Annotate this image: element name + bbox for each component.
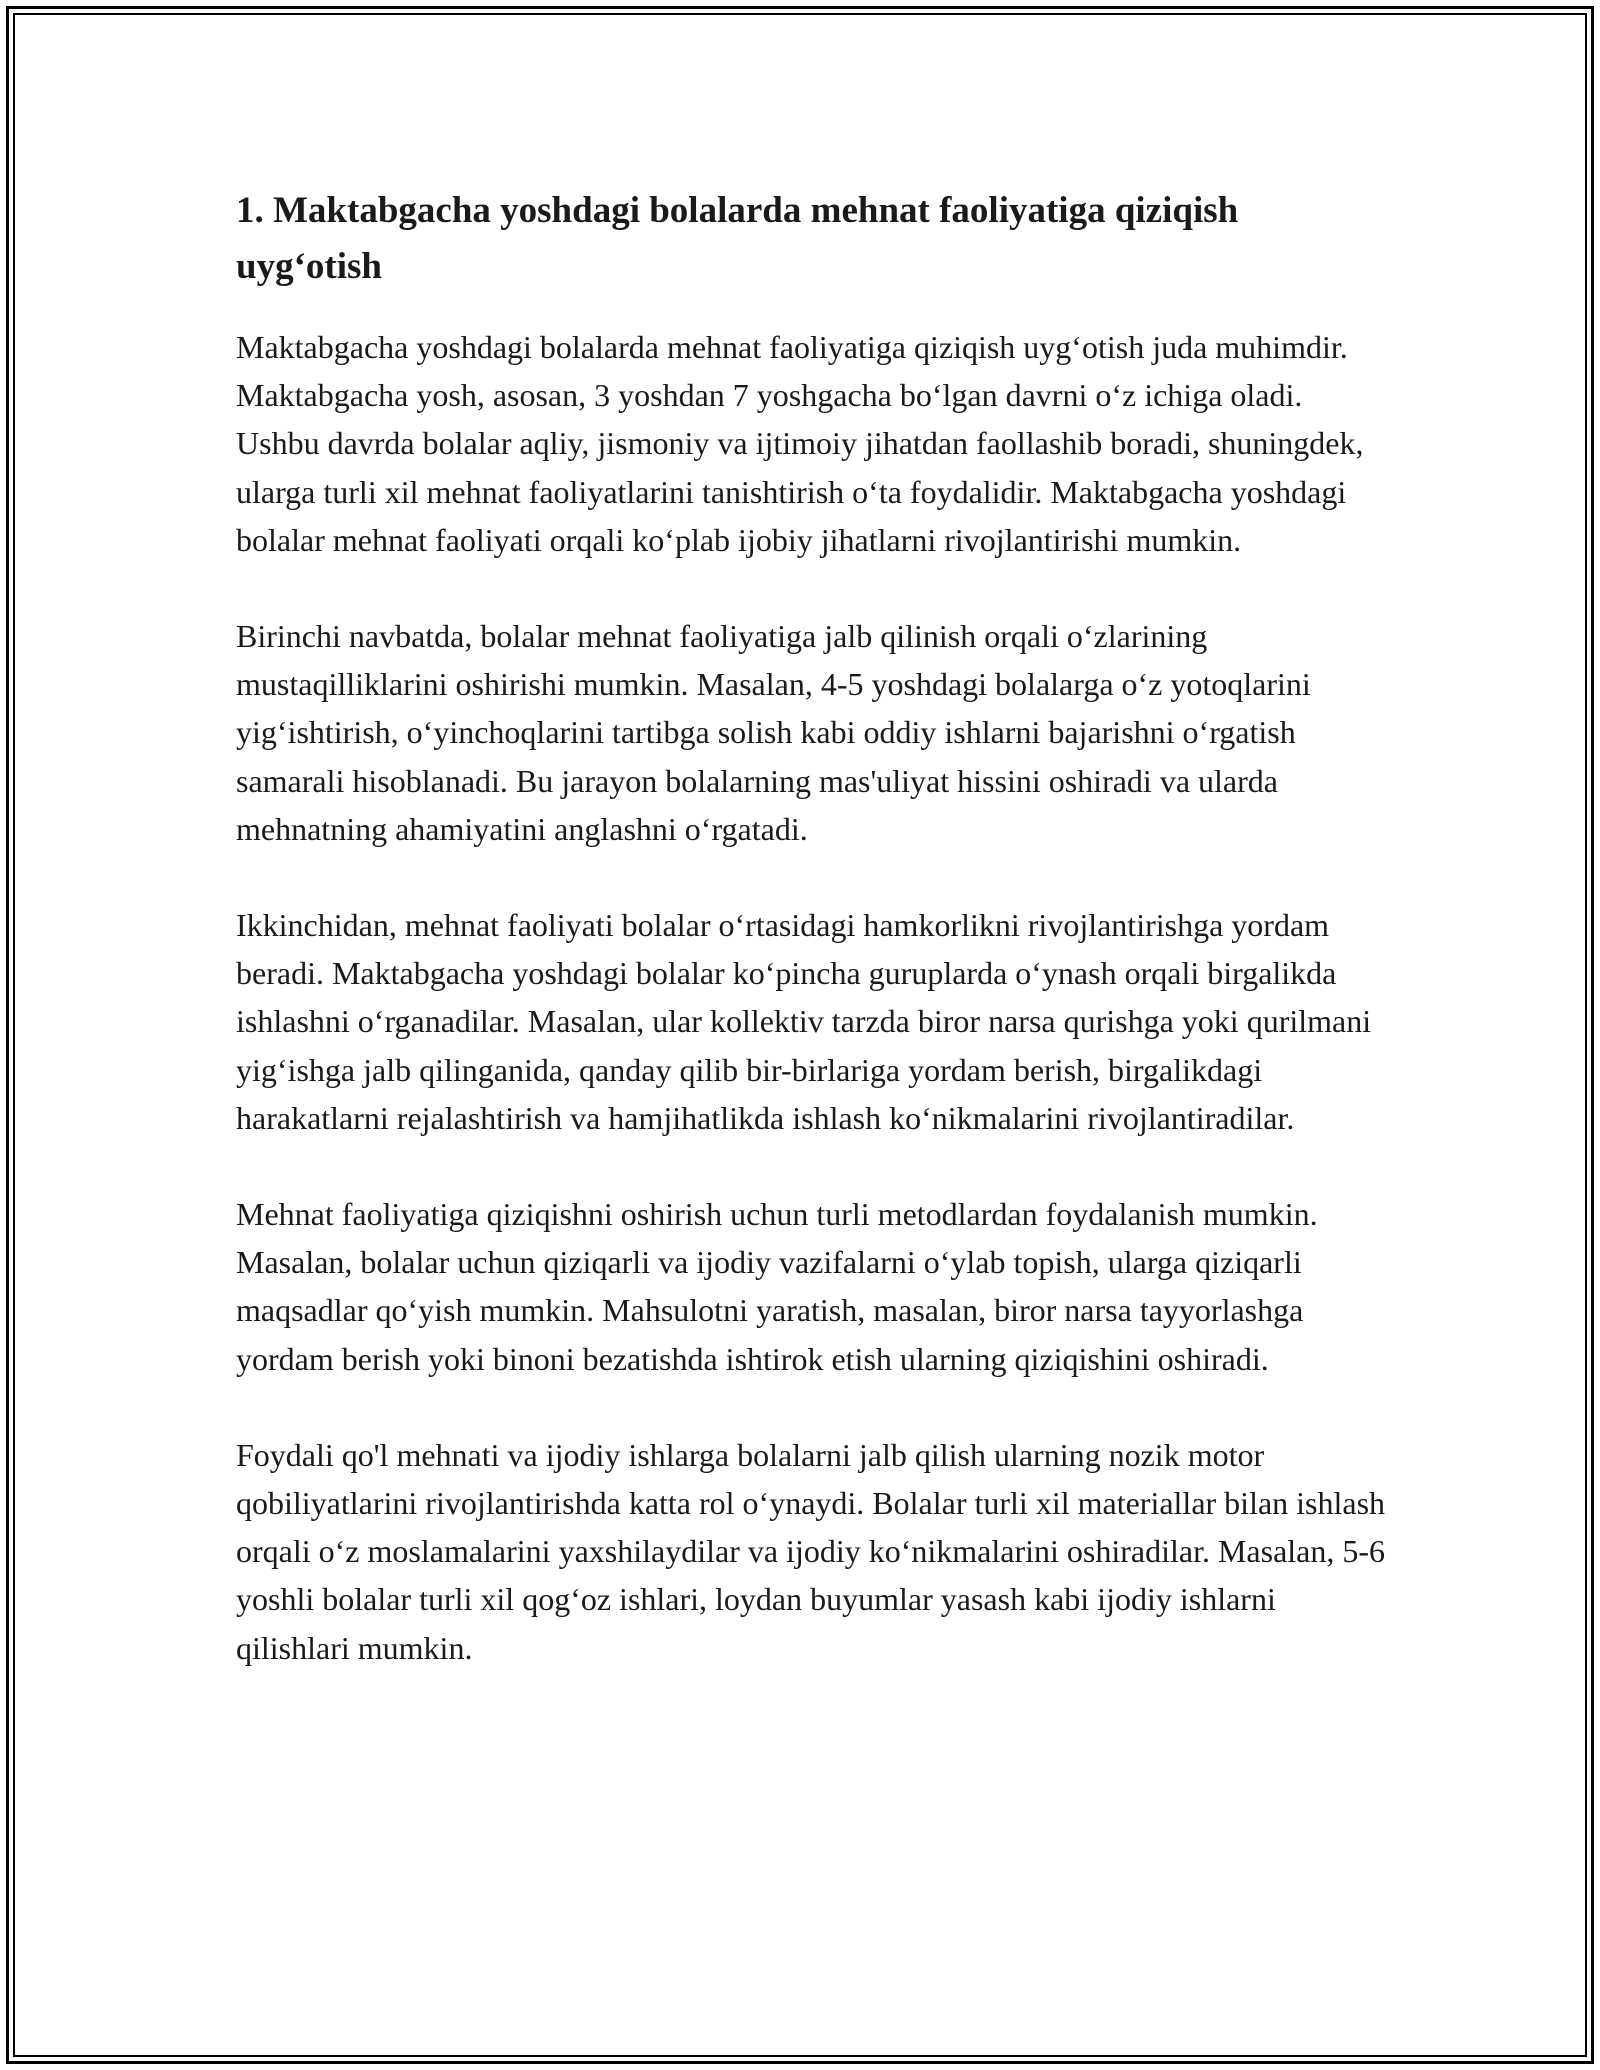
paragraph-methods: Mehnat faoliyatiga qiziqishni oshirish uchun turli metodlardan foydalanish mumkin. Masalan, bolalar uchun qiziqarli va ijodiy vazifalarni o‘ylab topish, ularga qiziqarli maqsadlar qo‘yish mumkin. Mahsulotni yaratish, masalan, biror narsa tayyorlashga yordam berish yoki binoni bezatishda ishtirok etish ularning qiziqishini oshiradi.	[236, 1196, 1318, 1377]
paragraph-independence: Birinchi navbatda, bolalar mehnat faoliyatiga jalb qilinish orqali o‘zlarining mustaqilliklarini oshirishi mumkin. Masalan, 4-5 yoshdagi bolalarga o‘z yotoqlarini yig‘ishtirish, o‘yinchoqlarini tartibga solish kabi oddiy ishlarni bajarishni o‘rgatish samarali hisoblanadi. Bu jarayon bolalarning mas'uliyat hissini oshiradi va ularda mehnatning ahamiyatini anglashni o‘rgatadi.	[236, 618, 1311, 847]
paragraph-intro: Maktabgacha yoshdagi bolalarda mehnat faoliyatiga qiziqish uyg‘otish juda muhimdir. Maktabgacha yosh, asosan, 3 yoshdan 7 yoshgacha bo‘lgan davrni o‘z ichiga oladi. Ushbu davrda bolalar aqliy, jismoniy va ijtimoiy jihatdan faollashib boradi, shuningdek, ularga turli xil mehnat faoliyatlarini tanishtirish o‘ta foydalidir. Maktabgacha yoshdagi bolalar mehnat faoliyati orqali ko‘plab ijobiy jihatlarni rivojlantirishi mumkin.	[236, 329, 1364, 558]
paragraph-cooperation: Ikkinchidan, mehnat faoliyati bolalar o‘rtasidagi hamkorlikni rivojlantirishga yordam beradi. Maktabgacha yoshdagi bolalar ko‘pincha guruplarda o‘ynash orqali birgalikda ishlashni o‘rganadilar. Masalan, ular kollektiv tarzda biror narsa qurishga yoki qurilmani yig‘ishga jalb qilinganida, qanday qilib bir-birlariga yordam berish, birgalikdagi harakatlarni rejalashtirish va hamjihatlikda ishlash ko‘nikmalarini rivojlantiradilar.	[236, 907, 1372, 1136]
paragraph-handwork: Foydali qo'l mehnati va ijodiy ishlarga bolalarni jalb qilish ularning nozik motor qobiliyatlarini rivojlantirishda katta rol o‘ynaydi. Bolalar turli xil materiallar bilan ishlash orqali o‘z moslamalarini yaxshilaydilar va ijodiy ko‘nikmalarini oshiradilar. Masalan, 5-6 yoshli bolalar turli xil qog‘oz ishlari, loydan buyumlar yasash kabi ijodiy ishlarni qilishlari mumkin.	[236, 1436, 1386, 1666]
section-heading: 1. Maktabgacha yoshdagi bolalarda mehnat faoliyatiga qiziqish uyg‘otish	[236, 190, 1239, 287]
document-body	[236, 183, 1386, 1720]
